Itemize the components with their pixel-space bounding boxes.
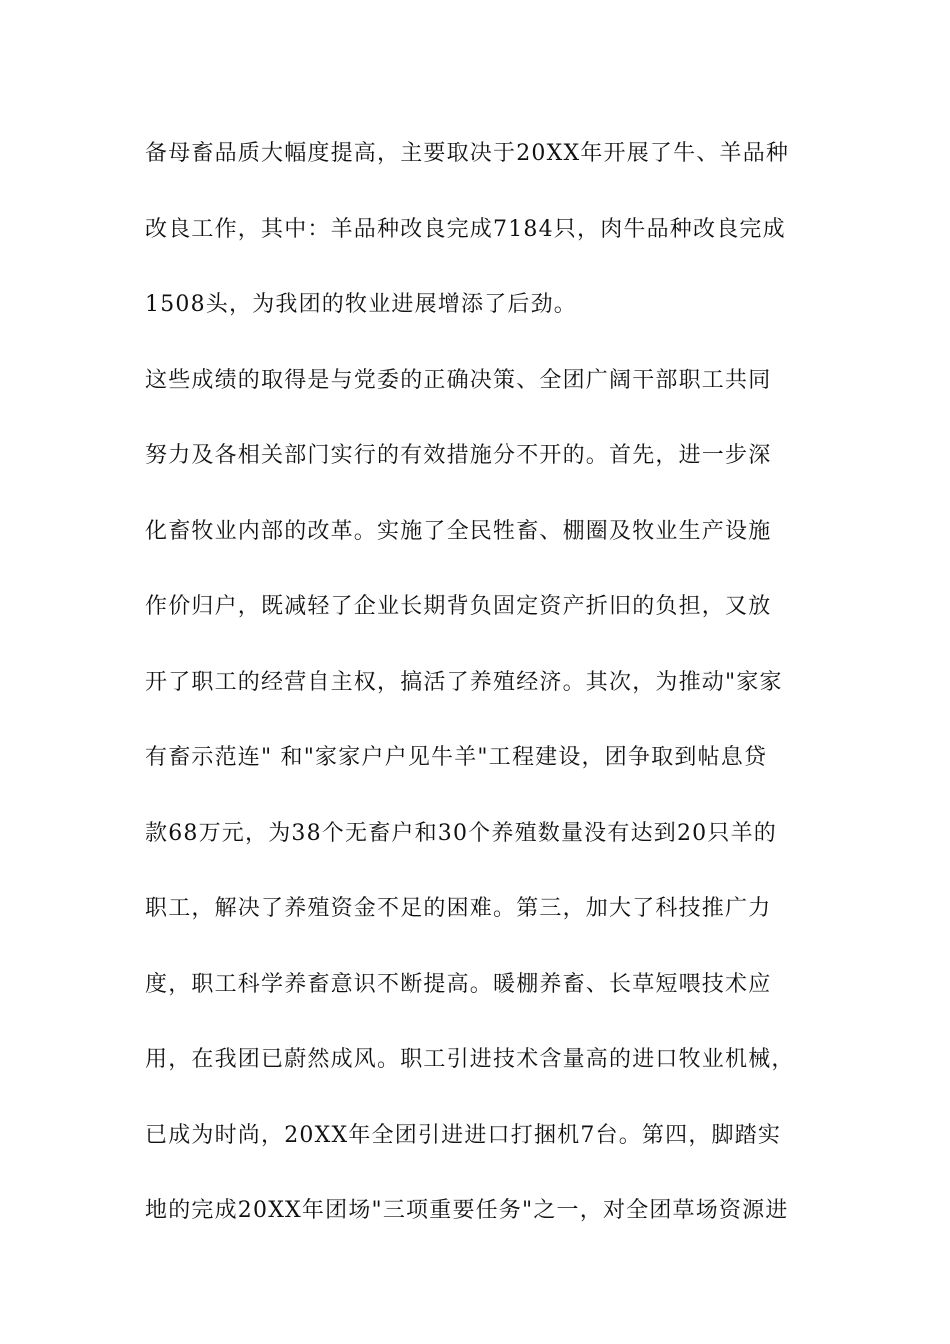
- text-line: 有畜示范连" 和"家家户户见牛羊"工程建设，团争取到帖息贷: [145, 745, 768, 770]
- text-line: 1508头，为我团的牧业进展增添了后劲。: [145, 292, 577, 317]
- text-line: 已成为时尚，20XX年全团引进进口打捆机7台。第四，脚踏实: [145, 1122, 782, 1148]
- text-line: 用，在我团已蔚然成风。职工引进技术含量高的进口牧业机械，: [145, 1047, 795, 1072]
- text-line: 地的完成20XX年团场"三项重要任务"之一，对全团草场资源进: [145, 1198, 789, 1223]
- text-line: 备母畜品质大幅度提高，主要取决于20XX年开展了牛、羊品种: [145, 141, 790, 166]
- text-line: 款68万元，为38个无畜户和30个养殖数量没有达到20只羊的: [145, 820, 777, 846]
- body-text: [145, 128, 835, 1261]
- text-line: 化畜牧业内部的改革。实施了全民牲畜、棚圈及牧业生产设施: [145, 518, 772, 544]
- text-line: 度，职工科学养畜意识不断提高。暖棚养畜、长草短喂技术应: [145, 971, 772, 997]
- text-line: 开了职工的经营自主权，搞活了养殖经济。其次，为推动"家家: [145, 669, 783, 695]
- text-line: 努力及各相关部门实行的有效措施分不开的。首先，进一步深: [145, 443, 772, 468]
- text-line: 作价归户，既减轻了企业长期背负固定资产折旧的负担，又放: [145, 594, 772, 619]
- text-line: 改良工作，其中：羊品种改良完成7184只，肉牛品种改良完成: [145, 216, 786, 242]
- text-line: 这些成绩的取得是与党委的正确决策、全团广阔干部职工共同: [145, 367, 772, 393]
- text-line: 职工，解决了养殖资金不足的困难。第三，加大了科技推广力: [145, 896, 772, 921]
